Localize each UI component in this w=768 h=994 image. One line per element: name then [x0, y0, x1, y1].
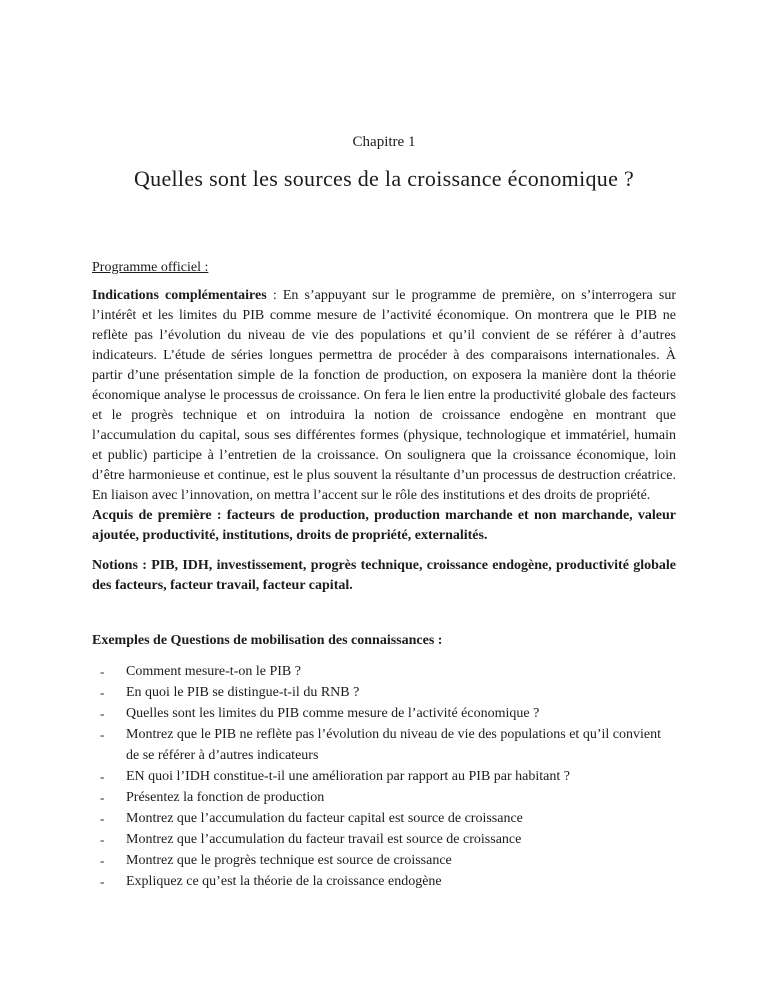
question-text: EN quoi l’IDH constitue-t-il une amélioration par rapport au PIB par habitant ?	[126, 769, 570, 784]
bullet-dash-marker: -	[100, 790, 105, 805]
notions-paragraph	[92, 556, 676, 596]
program-heading: Programme officiel :	[92, 260, 209, 275]
question-item	[92, 787, 676, 808]
bullet-dash-marker: -	[100, 874, 105, 889]
bullet-dash-marker: -	[100, 706, 105, 721]
acquis-label: Acquis de première	[92, 508, 212, 523]
indications-body: En s’appuyant sur le programme de première, on s’interrogera sur l’intérêt et les limites du PIB comme mesure de l’activité économique. On montrera que le PIB ne reflète pas l’évolution du niveau de vie des populations et qu’il convient de se référer à d’autres indicateurs. L’étude de séries longues permettra de procéder à des comparaisons internationales. À partir d’une présentation simple de la fonction de production, on exposera la manière dont la théorie économique analyse le processus de croissance. On fera le lien entre la productivité globale des facteurs et le progrès technique et on introduira la notion de croissance endogène en montrant que l’accumulation du capital, sous ses différentes formes (physique, technologique et immatériel, humain et public) participe à l’entretien de la croissance. On soulignera que la croissance économique, loin d’être harmonieuse et continue, est le plus souvent la résultante d’un processus de destruction créatrice. En liaison avec l’innovation, on mettra l’accent sur le rôle des institutions et des droits de propriété.	[92, 288, 677, 503]
question-item	[92, 829, 676, 850]
acquis-body: facteurs de production, production marchande et non marchande, valeur ajoutée, productivité, institutions, droits de propriété, externalités.	[92, 508, 677, 543]
question-item	[92, 724, 676, 766]
acquis-separator: :	[211, 508, 227, 523]
question-item	[92, 766, 676, 787]
indications-label: Indications complémentaires	[92, 288, 267, 303]
page-title: Quelles sont les sources de la croissance économique ?	[133, 166, 635, 191]
bullet-dash-marker: -	[100, 832, 105, 847]
question-item	[92, 682, 676, 703]
bullet-dash-marker: -	[100, 685, 105, 700]
question-text: Montrez que le progrès technique est source de croissance	[126, 853, 452, 868]
notions-separator: :	[137, 558, 152, 573]
bullet-dash-marker: -	[100, 727, 105, 742]
question-text: Montrez que le PIB ne reflète pas l’évolution du niveau de vie des populations et qu’il convient de se référer à d’autres indicateurs	[126, 727, 661, 763]
questions-list	[92, 661, 676, 892]
question-item	[92, 850, 676, 871]
questions-heading: Exemples de Questions de mobilisation des connaissances :	[92, 633, 443, 648]
question-text: Expliquez ce qu’est la théorie de la croissance endogène	[126, 874, 442, 889]
chapter-label: Chapitre 1	[352, 134, 416, 150]
acquis-paragraph	[92, 506, 676, 546]
question-item	[92, 703, 676, 724]
bullet-dash-marker: -	[100, 664, 105, 679]
question-item	[92, 871, 676, 892]
question-text: En quoi le PIB se distingue-t-il du RNB ?	[126, 685, 360, 700]
bullet-dash-marker: -	[100, 769, 105, 784]
question-text: Quelles sont les limites du PIB comme mesure de l’activité économique ?	[126, 706, 540, 721]
page-content	[92, 0, 676, 892]
question-text: Comment mesure-t-on le PIB ?	[126, 664, 301, 679]
question-item	[92, 661, 676, 682]
notions-body: PIB, IDH, investissement, progrès technique, croissance endogène, productivité globale des facteurs, facteur travail, facteur capital.	[92, 558, 676, 593]
indications-separator: :	[266, 288, 283, 303]
bullet-dash-marker: -	[100, 811, 105, 826]
question-text: Présentez la fonction de production	[126, 790, 325, 805]
indications-paragraph	[92, 286, 676, 506]
question-item	[92, 808, 676, 829]
question-text: Montrez que l’accumulation du facteur capital est source de croissance	[126, 811, 523, 826]
bullet-dash-marker: -	[100, 853, 105, 868]
notions-label: Notions	[92, 558, 138, 573]
question-text: Montrez que l’accumulation du facteur travail est source de croissance	[126, 832, 522, 847]
